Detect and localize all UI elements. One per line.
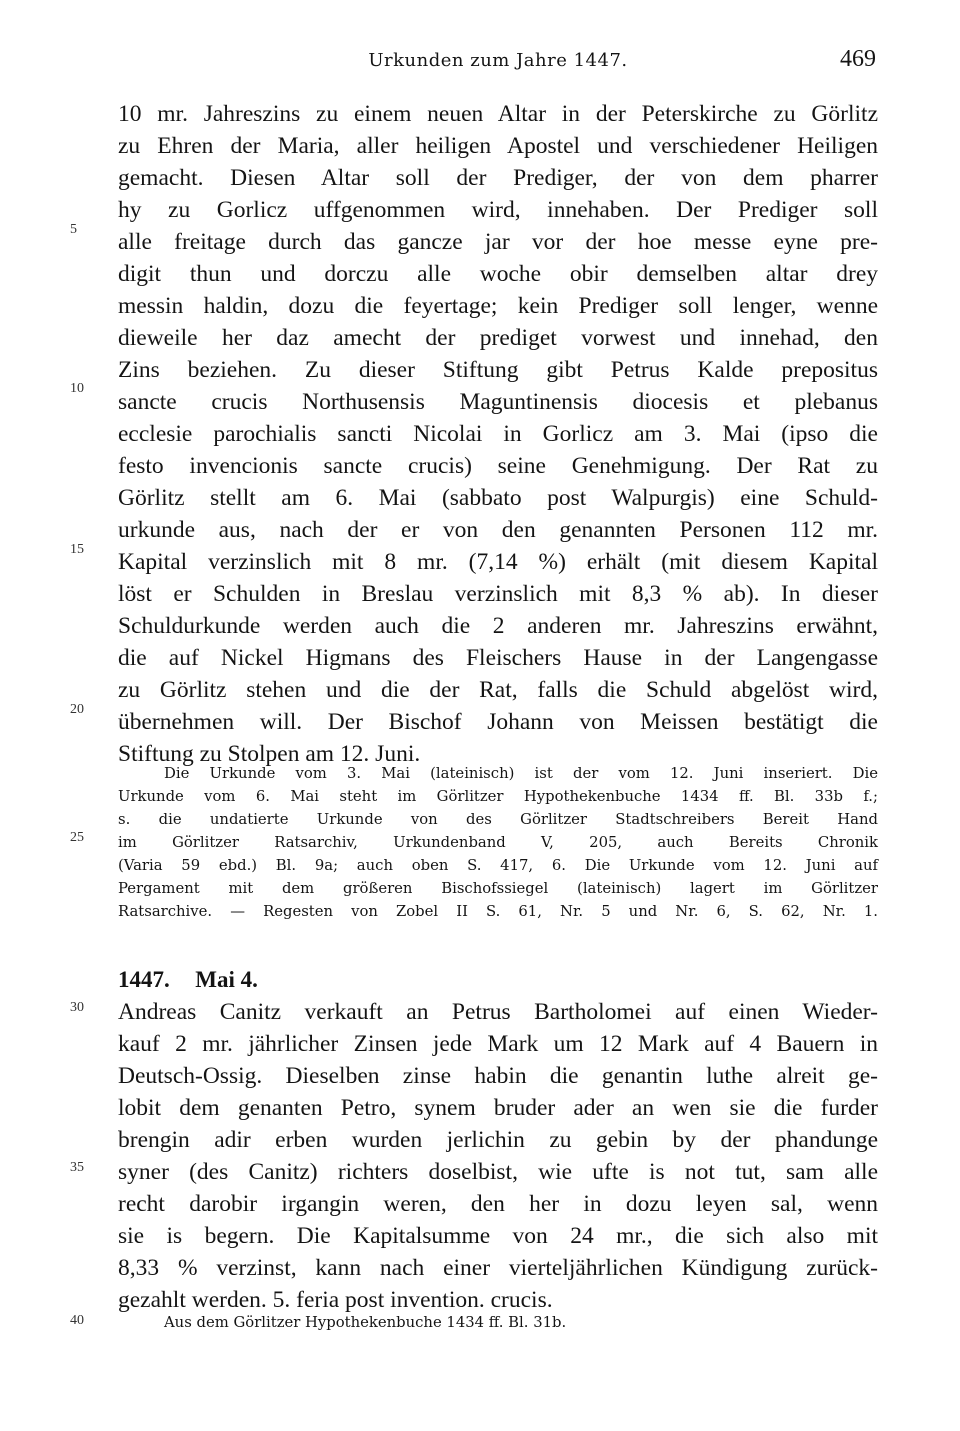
text-line: dieweile her daz amecht der prediget vorwest und innehad, den — [118, 325, 878, 351]
text-line: digit thun und dorczu alle woche obir demselben altar drey — [118, 261, 878, 287]
text-line: gemacht. Diesen Altar soll der Prediger, der von dem pharrer — [118, 165, 878, 191]
text-line: Andreas Canitz verkauft an Petrus Bartholomei auf einen Wieder- — [118, 999, 878, 1025]
text-line: sancte crucis Northusensis Maguntinensis diocesis et plebanus — [118, 389, 878, 415]
line-number: 30 — [70, 1000, 84, 1015]
text-line: zu Görlitz stehen und die der Rat, falls die Schuld abgelöst wird, — [118, 677, 878, 703]
footnote-line: Ratsarchive. — Regesten von Zobel II S. 61, Nr. 5 und Nr. 6, S. 62, Nr. 1. — [118, 903, 878, 920]
text-line: 10 mr. Jahreszins zu einem neuen Altar in der Peterskirche zu Görlitz — [118, 101, 878, 127]
text-line: Kapital verzinslich mit 8 mr. (7,14 %) erhält (mit diesem Kapital — [118, 549, 878, 575]
footnote-line: Pergament mit dem größeren Bischofssiegel (lateinisch) lagert im Görlitzer — [118, 880, 878, 897]
section1-footnote — [118, 762, 878, 923]
text-line: die auf Nickel Higmans des Fleischers Hause in der Langengasse — [118, 645, 878, 671]
text-line: übernehmen will. Der Bischof Johann von Meissen bestätigt die — [118, 709, 878, 735]
text-line: Zins beziehen. Zu dieser Stiftung gibt Petrus Kalde prepositus — [118, 357, 878, 383]
text-line: zu Ehren der Maria, aller heiligen Apostel und verschiedener Heiligen — [118, 133, 878, 159]
section2-text — [118, 996, 878, 1316]
line-number: 35 — [70, 1160, 84, 1175]
line-number: 5 — [70, 222, 77, 237]
text-line: sie is begern. Die Kapitalsumme von 24 mr., die sich also mit — [118, 1223, 878, 1249]
text-line: lobit dem genanten Petro, synem bruder ader an wen sie die furder — [118, 1095, 878, 1121]
running-head — [118, 44, 878, 78]
line-number: 10 — [70, 381, 84, 396]
text-line: hy zu Gorlicz uffgenommen wird, innehaben. Der Prediger soll — [118, 197, 878, 223]
entry-date — [118, 964, 258, 996]
section1-text — [118, 98, 878, 770]
text-line: festo invencionis sancte crucis) seine Genehmigung. Der Rat zu — [118, 453, 878, 479]
footnote-line: Aus dem Görlitzer Hypothekenbuche 1434 ff. Bl. 31b. — [164, 1314, 567, 1331]
running-title: Urkunden zum Jahre 1447. — [368, 50, 628, 71]
line-number: 40 — [70, 1313, 84, 1328]
footnote-line: Die Urkunde vom 3. Mai (lateinisch) ist der vom 12. Juni inseriert. Die — [164, 765, 878, 782]
line-number: 15 — [70, 542, 84, 557]
text-line: 8,33 % verzinst, kann nach einer vierteljährlichen Kündigung zurück- — [118, 1255, 878, 1281]
footnote-line: (Varia 59 ebd.) Bl. 9a; auch oben S. 417, 6. Die Urkunde vom 12. Juni auf — [118, 857, 878, 874]
text-line: ecclesie parochialis sancti Nicolai in Gorlicz am 3. Mai (ipso die — [118, 421, 878, 447]
page-number: 469 — [840, 46, 876, 72]
section2-footnote — [118, 1311, 878, 1334]
footnote-line: s. die undatierte Urkunde von des Görlitzer Stadtschreibers Bereit Hand — [118, 811, 878, 828]
entry-date-year: 1447. — [118, 967, 170, 992]
text-line: Schuldurkunde werden auch die 2 anderen mr. Jahreszins erwähnt, — [118, 613, 878, 639]
text-line: Görlitz stellt am 6. Mai (sabbato post Walpurgis) eine Schuld- — [118, 485, 878, 511]
text-line: Deutsch-Ossig. Dieselben zinse habin die genantin luthe alreit ge- — [118, 1063, 878, 1089]
text-line: recht darobir irgangin weren, den her in dozu leyen sal, wenn — [118, 1191, 878, 1217]
entry-date-day: Mai 4. — [195, 967, 258, 992]
line-number: 25 — [70, 830, 84, 845]
text-line: gezahlt werden. 5. feria post invention. crucis. — [118, 1287, 553, 1313]
text-line: Stiftung zu Stolpen am 12. Juni. — [118, 741, 421, 767]
text-line: alle freitage durch das gancze jar vor der hoe messe eyne pre- — [118, 229, 878, 255]
text-line: urkunde aus, nach der er von den genannten Personen 112 mr. — [118, 517, 878, 543]
line-number: 20 — [70, 702, 84, 717]
text-line: messin haldin, dozu die feyertage; kein Prediger soll lenger, wenne — [118, 293, 878, 319]
text-line: brengin adir erben wurden jerlichin zu gebin by der phandunge — [118, 1127, 878, 1153]
text-line: löst er Schulden in Breslau verzinslich mit 8,3 % ab). In dieser — [118, 581, 878, 607]
footnote-line: im Görlitzer Ratsarchiv, Urkundenband V, 205, auch Bereits Chronik — [118, 834, 878, 851]
text-line: syner (des Canitz) richters doselbist, wie ufte is not tut, sam alle — [118, 1159, 878, 1185]
footnote-line: Urkunde vom 6. Mai steht im Görlitzer Hypothekenbuche 1434 ff. Bl. 33b f.; — [118, 788, 878, 805]
text-line: kauf 2 mr. jährlicher Zinsen jede Mark um 12 Mark auf 4 Bauern in — [118, 1031, 878, 1057]
